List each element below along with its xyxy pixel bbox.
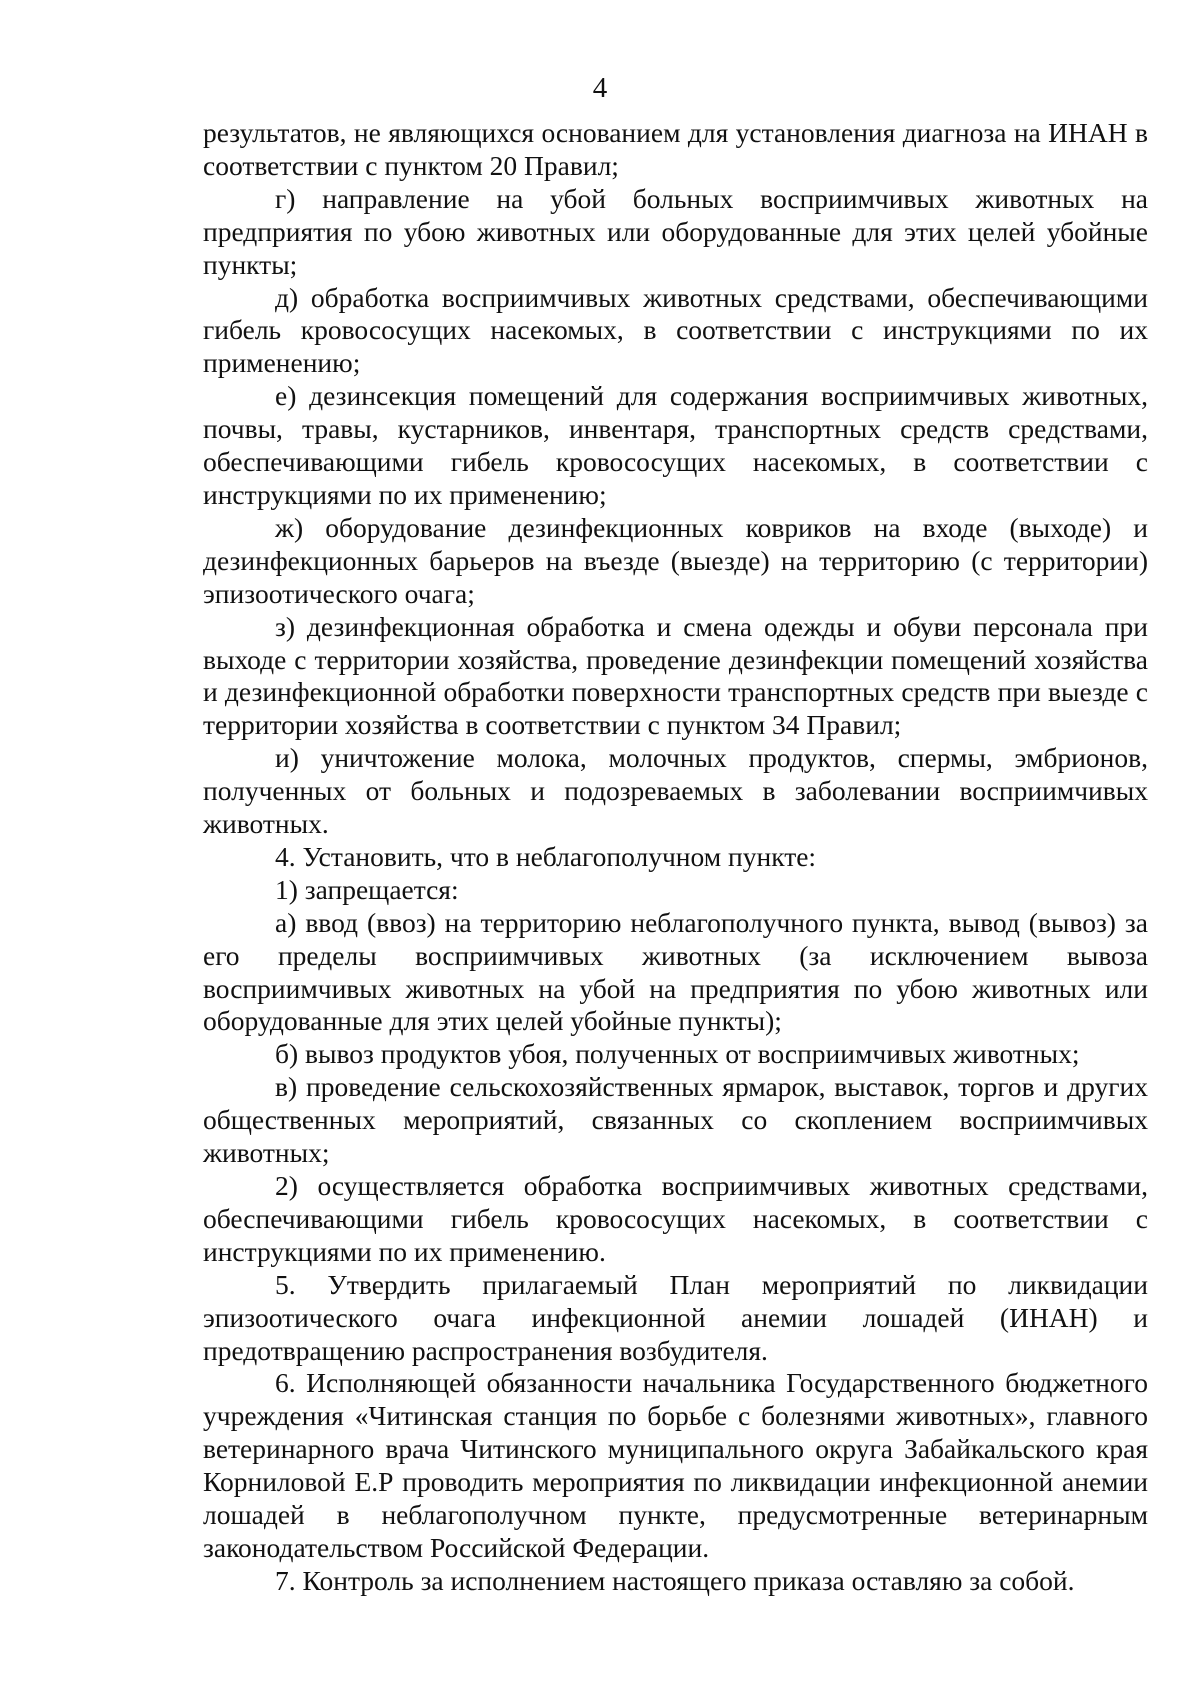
paragraph-item-i: и) уничтожение молока, молочных продуктов, спермы, эмбрионов, полученных от больных и подозреваемых в заболевании восприимчивых животных. bbox=[203, 742, 1148, 840]
document-body bbox=[203, 117, 1148, 1598]
paragraph-section-6: 6. Исполняющей обязанности начальника Государственного бюджетного учреждения «Читинская станция по борьбе с болезнями животных», главного ветеринарного врача Читинского муниципального округа Забайкальского края Корниловой Е.Р проводить мероприятия по ликвидации инфекционной анемии лошадей в неблагополучном пункте, предусмотренные ветеринарным законодательством Российской Федерации. bbox=[203, 1367, 1148, 1563]
paragraph-item-e: е) дезинсекция помещений для содержания восприимчивых животных, почвы, травы, кустарников, инвентаря, транспортных средств средствами, обеспечивающими гибель кровососущих насекомых, в соответствии с инструкциями по их применению; bbox=[203, 380, 1148, 510]
paragraph-item-g: г) направление на убой больных восприимчивых животных на предприятия по убою животных или оборудованные для этих целей убойные пункты; bbox=[203, 182, 1148, 280]
paragraph-subsection-2: 2) осуществляется обработка восприимчивых животных средствами, обеспечивающими гибель кровососущих насекомых, в соответствии с инструкциями по их применению. bbox=[203, 1170, 1148, 1267]
paragraph-continuation: результатов, не являющихся основанием для установления диагноза на ИНАН в соответствии с пунктом 20 Правил; bbox=[203, 117, 1148, 181]
paragraph-item-z: з) дезинфекционная обработка и смена одежды и обуви персонала при выходе с территории хозяйства, проведение дезинфекции помещений хозяйства и дезинфекционной обработки поверхности транспортных средств при выезде с территории хозяйства в соответствии с пунктом 34 Правил; bbox=[203, 610, 1148, 741]
page-number: 4 bbox=[592, 72, 608, 104]
paragraph-item-zh: ж) оборудование дезинфекционных ковриков на входе (выходе) и дезинфекционных барьеров на въезде (выезде) на территорию (с территории) эпизоотического очага; bbox=[203, 511, 1148, 609]
paragraph-item-d: д) обработка восприимчивых животных средствами, обеспечивающими гибель кровососущих насекомых, в соответствии с инструкциями по их применению; bbox=[203, 281, 1148, 379]
paragraph-section-7: 7. Контроль за исполнением настоящего приказа оставляю за собой. bbox=[275, 1564, 1075, 1596]
paragraph-item-a: а) ввод (ввоз) на территорию неблагополучного пункта, вывод (вывоз) за его пределы восприимчивых животных (за исключением вывоза восприимчивых животных на убой на предприятия по убою животных или оборудованные для этих целей убойные пункты); bbox=[203, 906, 1148, 1037]
paragraph-subsection-1: 1) запрещается: bbox=[275, 873, 459, 905]
paragraph-item-v: в) проведение сельскохозяйственных ярмарок, выставок, торгов и других общественных мероприятий, связанных со скоплением восприимчивых животных; bbox=[203, 1071, 1148, 1169]
paragraph-section-5: 5. Утвердить прилагаемый План мероприятий по ликвидации эпизоотического очага инфекционной анемии лошадей (ИНАН) и предотвращению распространения возбудителя. bbox=[203, 1268, 1148, 1366]
paragraph-item-b: б) вывоз продуктов убоя, полученных от восприимчивых животных; bbox=[275, 1038, 1080, 1070]
paragraph-section-4: 4. Установить, что в неблагополучном пункте: bbox=[275, 840, 817, 872]
